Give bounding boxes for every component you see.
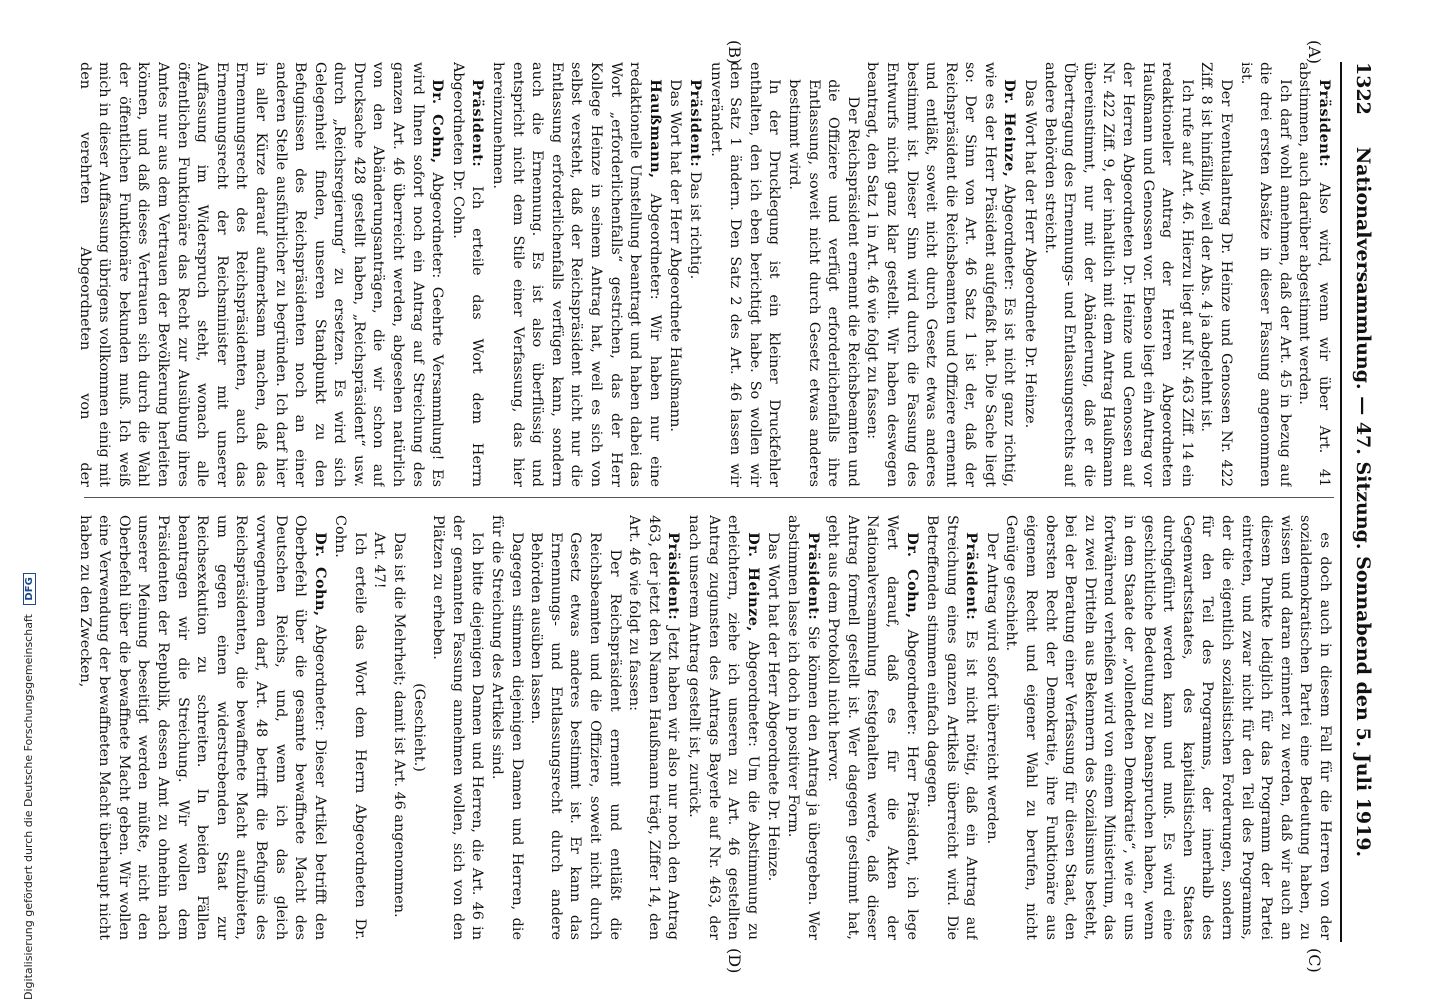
paragraph-text: Abgeordneter: Geehrte Versammlung! Es wird Ihnen sofort noch ein Antrag auf Streichung des ganzen Art. 46 überreicht werden, abgesehen natürlich von den Abänderungsanträgen, die wir schon auf Drucksache 428 gestellt haben, „Reichspräsident“ usw. durch „Reichsregierung“ zu ersetzen. Es wird sich Gelegenheit finden, unseren Standpunkt zu den Befugnissen des Reichspräsidenten noch an einer anderen Stelle ausführlicher zu begründen. Ich darf hier in aller Kürze darauf aufmerksam machen, daß das Ernennungsrecht des Reichspräsidenten, auch das Ernennungsrecht der Reichsminister mit unserer Auffassung im Widerspruch steht, wonach alle öffentlichen Funktionäre das Recht zur Ausübung ihres Amtes nur aus dem Vertrauen der Bevölkerung herleiten können, und daß dieses Vertrauen sich durch die Wahl der öffentlichen Funktionäre bekunden muß. Ich weiß mich in dieser Auffassung übrigens vollkommen einig mit den verehrten Abgeordneten von der [76, 62, 446, 487]
paragraph [782, 515, 822, 940]
paragraph [447, 62, 487, 487]
paragraph [389, 515, 409, 940]
paragraph-text: Ich darf wohl annehmen, daß der Art. 45 in bezug auf die drei ersten Absätze in dieser Fassung angenommen ist. [1237, 62, 1293, 487]
page-header [1340, 62, 1382, 942]
paragraph-text: Art. 47! [371, 532, 388, 589]
paragraph [1020, 62, 1040, 487]
paragraph-text: Das Wort hat der Herr Abgeordnete Dr. Heinze. [765, 532, 782, 882]
paragraph [408, 515, 428, 940]
right-column [74, 515, 1334, 940]
paragraph [665, 62, 685, 487]
paragraph-text: Ich erteile das Wort dem Herrn Abgeordneten Dr. Cohn. [449, 62, 486, 487]
margin-letter-d: (D) [725, 948, 744, 974]
speaker-name: Dr. Heinze, [1001, 79, 1019, 178]
paragraph-text: Also wird, wenn wir über Art. 41 abstimmen, auch darüber abgestimmt werden. [1296, 62, 1332, 487]
paragraph-text: Abgeordneter: Herr Präsident, ich lege Wert darauf, daß es für die Akten der Nationalversammlung festgehalten werde, daß dieser Antrag formell gestellt ist. Wer dagegen gestimmt hat, geht aus dem Protokoll nicht hervor. [825, 515, 920, 940]
paragraph [823, 515, 922, 940]
paragraph [624, 515, 684, 940]
speaker-name: Dr. Cohn, [903, 532, 921, 619]
paragraph [1039, 62, 1196, 487]
digitization-footer [22, 573, 36, 1000]
paragraph [1235, 62, 1294, 487]
paragraph-text: Das ist die Mehrheit; damit ist Art. 46 angenommen. [391, 532, 408, 918]
paragraph [74, 62, 447, 487]
speaker-name: Präsident: [963, 532, 981, 621]
paragraph [783, 62, 861, 487]
paragraph-text: Abgeordneter: Wir haben nur eine redaktionelle Umstellung beantragt und haben dabei das Wort „erforderlichenfalls“ gestrichen, das der Herr Kollege Heinze in seinem Antrag hat, weil es sich von selbst versteht, daß der Reichspräsident nicht nur die Entlassung erforderlichenfalls verfügen kann, sondern auch die Ernennung. Es ist also überflüssig und entspricht nicht dem Stile einer Verfassung, das hier hereinzunehmen. [490, 62, 663, 487]
speaker-name: Präsident: [804, 532, 822, 621]
margin-letter-b: (B) [725, 40, 744, 65]
dfg-logo: DFG [23, 573, 36, 604]
speaker-name: Haußmann, [646, 79, 664, 179]
speaker-name: Dr. Cohn, [429, 79, 447, 164]
paragraph-text: In der Drucklegung ist ein kleiner Druckfehler enthalten, den ich eben berichtigt habe. So wollen wir den Satz 1 ändern. Den Satz 2 des Art. 46 lassen wir unverändert. [707, 62, 783, 487]
paragraph-text: Dagegen stimmen diejenigen Damen und Herren, die für die Streichung des Artikels sind. [489, 515, 525, 940]
paragraph [428, 515, 487, 940]
paragraph-text: Der Reichspräsident ernennt und entläßt die Reichsbeamten und die Offiziere, soweit nicht durch Gesetz etwas anderes bestimmt ist. Er kann das Ernennungs- und Entlassungsrecht durch andere Behörden ausüben lassen. [528, 532, 623, 940]
paragraph-text: (Geschieht.) [410, 683, 427, 772]
paragraph-text: es doch auch in diesem Fall für die Herren von der sozialdemokratischen Partei eine Bedeutung haben, zu wissen und daran erinnert zu werden, daß wir auch an diesem Punkte lediglich für das Programm der Partei eintreten, und zwar nicht für den Teil des Programms, der die eigentlich sozialistischen Forderungen, sondern für den Teil des Programms, der innerhalb des Gegenwartsstaates, des kapitalistischen Staates durchgeführt werden kann und muß. Es wird eine geschichtliche Bedeutung zu beanspruchen haben, wenn in dem Staate der „vollendeten Demokratie“, wie er uns fortwährend verheißen wird von einem Ministerium, das zu zwei Dritteln aus Bekennern des Sozialismus besteht, bei der Beratung einer Verfassung für diesen Staat, den obersten Recht der Demokratie, ihre Funktionäre aus eigenem Recht und eigener Wahl zu berufen, nicht Genüge geschieht. [1003, 515, 1333, 940]
paragraph-text: Abgeordneter: Um die Abstimmung zu erleichtern, ziehe ich unseren zu Art. 46 gestellten Antrag zugunsten des Antrags Bayerle auf Nr. 463, der nach unserem Antrag gestellt ist, zurück. [686, 515, 761, 940]
paragraph [922, 515, 982, 940]
paragraph [1196, 62, 1235, 487]
margin-letter-a: (A) [1305, 40, 1324, 65]
paragraph-text: Der Eventualantrag Dr. Heinze und Genossen Nr. 422 Ziff. 8 ist hinfällig, weil der Abs. 4 ja abgelehnt ist. [1198, 62, 1235, 487]
speaker-name: Dr. Heinze, [744, 532, 762, 632]
paragraph-text: Jetzt haben wir also nur noch den Antrag 463, der jetzt den Namen Haußmann trägt, Ziffer 14, den Art. 46 wie folgt zu fassen: [626, 515, 682, 940]
paragraph-text: Das Wort hat der Herr Abgeordnete Dr. Heinze. [1022, 79, 1039, 429]
page-number: 1322 [1352, 62, 1374, 115]
paragraph-text: Der Reichspräsident ernennt die Reichsbeamten und die Offiziere und verfügt erforderlichenfalls ihre Entlassung, soweit nicht durch Gesetz etwas anderes bestimmt wird. [785, 79, 861, 487]
speaker-name: Präsident: [665, 532, 683, 621]
margin-letter-c: (C) [1305, 948, 1324, 973]
paragraph [763, 515, 783, 940]
page-title: Nationalversammlung. — 47. Sitzung. Sonnabend den 5. Juli 1919. [1352, 146, 1374, 858]
left-column [74, 62, 1334, 487]
paragraph-text: Das Wort hat der Herr Abgeordnete Haußmann. [667, 79, 684, 432]
paragraph [369, 515, 389, 940]
paragraph-text: Ich erteile das Wort dem Herrn Abgeordneten Dr. Cohn. [332, 515, 368, 940]
paragraph-text: Sie können den Antrag ja übergeben. Wer abstimmen lasse ich doch in positiver Form. [784, 515, 821, 940]
paragraph [526, 515, 624, 940]
speaker-name: Präsident: [1316, 79, 1333, 168]
paragraph-text: Abgeordneter: Es ist nicht ganz richtig, wie es der Herr Präsident aufgefaßt hat. Die Sache liegt so: Der Sinn von Art. 46 Satz 1 ist der, daß der Reichspräsident die Reichsbeamten und Offiziere ernennt und entläßt, soweit nicht durch Gesetz etwas anderes bestimmt ist. Dieser Sinn wird durch die Fassung des Entwurfs nicht ganz klar gestellt. Wir haben deswegen beantragt, den Satz 1 in Art. 46 wie folgt zu fassen: [864, 62, 1018, 487]
paragraph [684, 62, 705, 487]
paragraph [1294, 62, 1334, 487]
column-divider [84, 497, 1334, 498]
footer-credit: Digitalisierung gefördert durch die Deutsche Forschungsgemeinschaft [22, 614, 35, 1000]
speaker-name: Präsident: [687, 79, 704, 168]
paragraph [683, 515, 762, 940]
paragraph-text: Der Antrag wird sofort überreicht werden. [983, 532, 1000, 845]
speaker-name: Präsident: [469, 79, 487, 168]
paragraph [486, 515, 525, 940]
speaker-name: Dr. Cohn, [311, 532, 329, 617]
paragraph [1001, 515, 1334, 940]
paragraph [74, 515, 330, 940]
paragraph [705, 62, 783, 487]
paragraph [487, 62, 664, 487]
paragraph-text: Das ist richtig. [687, 171, 703, 280]
paragraph-text: Ich bitte diejenigen Damen und Herren, die Art. 46 in der genannten Fassung annehmen wollen, sich von den Plätzen zu erheben. [430, 515, 486, 940]
paragraph-text: Abgeordneter: Dieser Artikel betrifft den Oberbefehl über die gesamte bewaffnete Macht des Deutschen Reichs, und, wenn ich das gleich vorwegnehmen darf, Art. 48 betrifft die Befugnis des Reichspräsidenten, die bewaffnete Macht aufzubieten, um gegen einen widerstrebenden Staat zur Reichsexekution zu schreiten. In beiden Fällen beantragen wir die Streichung. Wir wollen dem Präsidenten der Republik, dessen Amt zu ohnehin nach unserer Meinung beseitigt werden müßte, nicht den Oberbefehl über die bewaffnete Macht geben. Wir wollen eine Verwendung der bewaffneten Macht überhaupt nicht haben zu den Zwecken, [76, 515, 328, 940]
paragraph [862, 62, 1020, 487]
paragraph-text: Ich rufe auf Art. 46. Hierzu liegt auf Nr. 463 Ziff. 14 ein redaktioneller Antrag der Herren Abgeordneten Haußmann und Genossen vor. Ebenso liegt ein Antrag vor der Herren Abgeordneten Dr. Heinze und Genossen auf Nr. 422 Ziff. 9, der inhaltlich mit dem Antrag Haußmann übereinstimmt, nur mit der Abänderung, daß er die Übertragung des Ernennungs- und Entlassungsrechts auf andere Behörden streicht. [1041, 62, 1195, 487]
paragraph-text: Es ist nicht nötig, daß ein Antrag auf Streichung eines ganzen Artikels überreicht wird. Die Betreffenden stimmen einfach dagegen. [924, 515, 980, 940]
paragraph [330, 515, 369, 940]
paragraph [981, 515, 1001, 940]
